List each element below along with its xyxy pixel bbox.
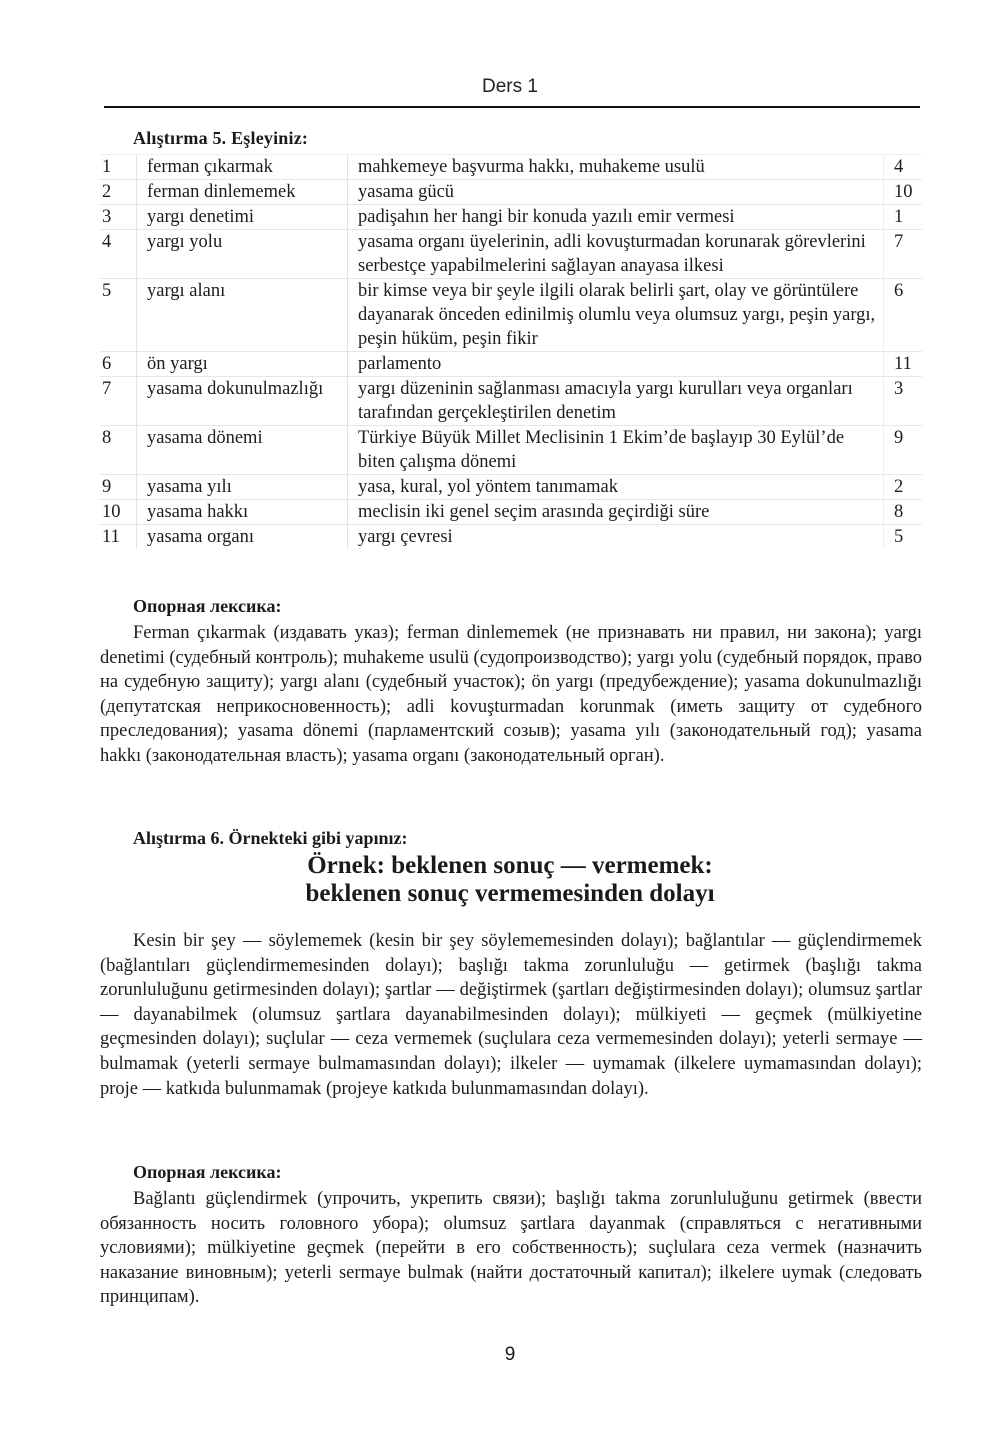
term-cell: ferman çıkarmak [137,155,348,180]
row-number: 1 [100,155,137,180]
table-row [100,180,922,205]
term-cell: ferman dinlememek [137,180,348,205]
table-row [100,377,922,426]
term-cell: ön yargı [137,352,348,377]
term-cell: yasama hakkı [137,500,348,525]
row-number: 5 [100,279,137,352]
table-row [100,155,922,180]
term-cell: yasama dönemi [137,426,348,475]
term-cell: yasama organı [137,525,348,550]
matching-table [100,154,922,549]
row-number: 6 [100,352,137,377]
term-cell: yargı denetimi [137,205,348,230]
term-cell: yargı yolu [137,230,348,279]
answer-cell: 7 [884,230,923,279]
answer-cell: 3 [884,377,923,426]
row-number: 7 [100,377,137,426]
row-number: 11 [100,525,137,550]
exercise-6-vocab-text: Bağlantı güçlendirmek (упрочить, укрепить связи); başlığı takma zorunluluğunu getirmek (ввести обязанность носить головного убора); olumsuz şartlara dayanmak (справляться с негативными условиями); mülkiyetine geçmek (перейти в его собственность); suçlulara ceza vermek (назначить наказание виновным); yeterli sermaye bulmak (найти достаточный капитал); ilkelere uymak (следовать принципам). [100,1189,922,1308]
definition-cell: yargı düzeninin sağlanması amacıyla yargı kurulları veya organları tarafından gerçekleştirilen denetim [348,377,884,426]
example-line-1: Örnek: beklenen sonuç — vermemek: [307,852,713,879]
page-number: 9 [504,1344,516,1365]
exercise-5-vocab-text: Ferman çıkarmak (издавать указ); ferman dinlememek (не признавать ни правил, ни закона); yargı denetimi (судебный контроль); muhakeme usulü (судопроизводство); yargı yolu (судебный порядок, право на судебную защиту); yargı alanı (судебный участок); ön yargı (предубеждение); yasama dokunulmazlığı (депутатская неприкосновенность); adli kovuşturmadan korunmak (иметь защиту от судебного преследования); yasama dönemi (парламентский созыв); yasama yılı (законодательный год); yasama hakkı (законодательная власть); yasama organı (законодательный орган). [100,623,922,766]
table-row [100,352,922,377]
definition-cell: yasama organı üyelerinin, adli kovuşturmadan korunarak görevlerini serbestçe yapabilmelerini sağlayan anayasa ilkesi [348,230,884,279]
exercise-5-vocab-title: Опорная лексика: [133,596,282,616]
row-number: 9 [100,475,137,500]
table-row [100,279,922,352]
table-row [100,426,922,475]
table-row [100,230,922,279]
definition-cell: bir kimse veya bir şeyle ilgili olarak belirli şart, olay ve görüntülere dayanarak önceden edinilmiş olumlu veya olumsuz yargı, peşin yargı, peşin hüküm, peşin fikir [348,279,884,352]
answer-cell: 2 [884,475,923,500]
answer-cell: 10 [884,180,923,205]
term-cell: yasama yılı [137,475,348,500]
example-line-2: beklenen sonuç vermemesinden dolayı [305,880,715,907]
definition-cell: parlamento [348,352,884,377]
answer-cell: 9 [884,426,923,475]
row-number: 2 [100,180,137,205]
definition-cell: yasama gücü [348,180,884,205]
definition-cell: Türkiye Büyük Millet Meclisinin 1 Ekim’de başlayıp 30 Eylül’de biten çalışma dönemi [348,426,884,475]
example-box [0,852,1000,908]
term-cell: yasama dokunulmazlığı [137,377,348,426]
definition-cell: meclisin iki genel seçim arasında geçirdiği süre [348,500,884,525]
answer-cell: 11 [884,352,923,377]
term-cell: yargı alanı [137,279,348,352]
row-number: 10 [100,500,137,525]
definition-cell: yasa, kural, yol yöntem tanımamak [348,475,884,500]
exercise-6-vocab-title: Опорная лексика: [133,1162,282,1182]
row-number: 3 [100,205,137,230]
answer-cell: 6 [884,279,923,352]
row-number: 4 [100,230,137,279]
header-rule [104,106,920,108]
exercise-5-title: Alıştırma 5. Eşleyiniz: [133,128,309,148]
answer-cell: 8 [884,500,923,525]
exercise-6-body: Kesin bir şey — söylememek (kesin bir şey söylememesinden dolayı); bağlantılar — güçlendirmemek (bağlantıları güçlendirmemesinden dolayı); başlığı takma zorunluluğu — getirmek (başlığı takma zorunluluğunu getirmesinden dolayı); şartlar — değiştirmek (şartları değiştirmesinden dolayı); olumsuz şartlar — dayanabilmek (olumsuz şartlara dayanabilmesinden dolayı); mülkiyeti — geçmek (mülkiyetine geçmesinden dolayı); suçlular — ceza vermemek (suçlulara ceza vermemesinden dolayı); yeterli sermaye — bulmamak (yeterli sermaye bulmamasından dolayı); ilkeler — uymamak (ilkelere uymamasından dolayı); proje — katkıda bulunmamak (projeye katkıda bulunmamasından dolayı). [100,931,922,1099]
exercise-6-title: Alıştırma 6. Örnekteki gibi yapınız: [133,828,408,848]
definition-cell: mahkemeye başvurma hakkı, muhakeme usulü [348,155,884,180]
table-row [100,475,922,500]
running-head: Ders 1 [482,76,538,97]
table-row [100,205,922,230]
answer-cell: 5 [884,525,923,550]
definition-cell: padişahın her hangi bir konuda yazılı emir vermesi [348,205,884,230]
table-row [100,525,922,550]
table-row [100,500,922,525]
definition-cell: yargı çevresi [348,525,884,550]
answer-cell: 4 [884,155,923,180]
row-number: 8 [100,426,137,475]
answer-cell: 1 [884,205,923,230]
